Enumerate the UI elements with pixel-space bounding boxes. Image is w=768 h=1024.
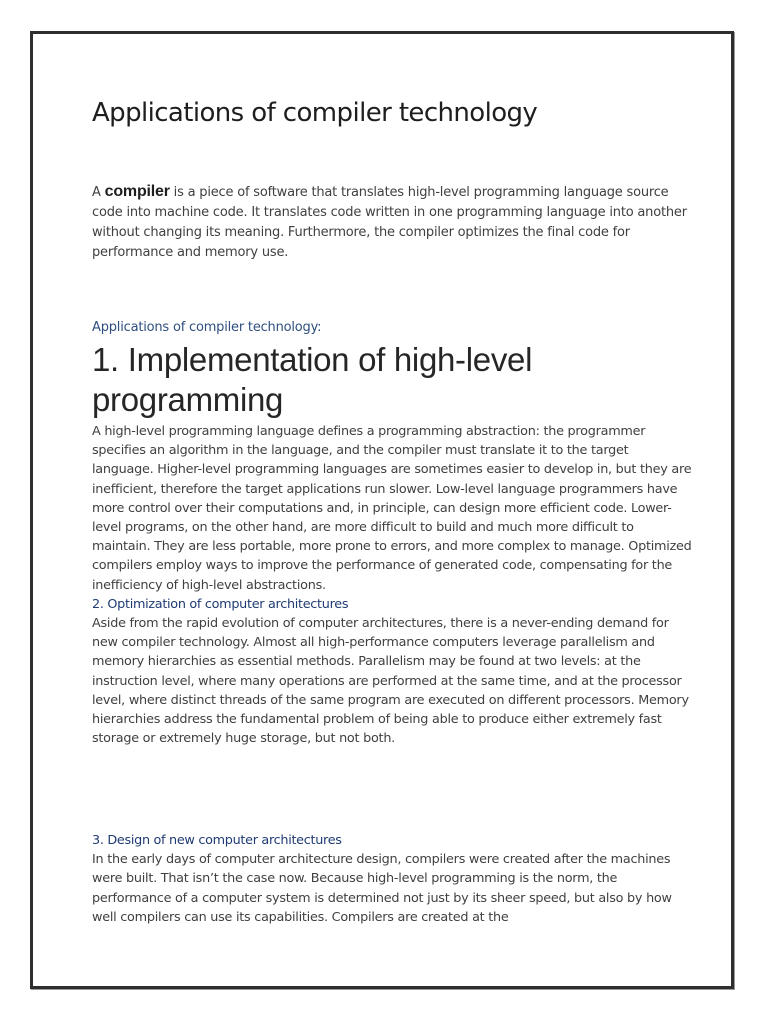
intro-keyword: compiler (104, 183, 170, 200)
section-label: Applications of compiler technology: (92, 320, 322, 335)
section-body-implementation: A high-level programming language defines a programming abstraction: the programmer specifies an algorithm in the language, and the compiler must translate it to the target language. Higher-level programming languages are sometimes easier to develop in, but they are inefficient, therefore the target applications run slower. Low-level language programmers have more control over their computations and, in principle, can design more efficient code. Lower-level programs, on the other hand, are more difficult to build and much more difficult to maintain. They are less portable, more prone to errors, and more complex to manage. Optimized compilers employ ways to improve the performance of generated code, compensating for the inefficiency of high-level abstractions. (92, 424, 692, 593)
document-page (30, 31, 734, 989)
document-title: Applications of compiler technology (92, 98, 538, 128)
intro-prefix: A (92, 185, 105, 200)
section-body-design: In the early days of computer architecture design, compilers were created after the machines were built. That isn’t the case now. Because high-level programming is the norm, the performance of a computer system is determined not just by its sheer speed, but also by how well compilers can use its capabilities. Compilers are created at the (92, 852, 672, 925)
section-heading-optimization: 2. Optimization of computer architectures (92, 596, 349, 612)
sections-block (92, 422, 692, 748)
intro-text: is a piece of software that translates high-level programming language source code into machine code. It translates code written in one programming language into another without changing its meaning. Furthermore, the compiler optimizes the final code for performance and memory use. (92, 185, 687, 260)
section-design-block (92, 831, 692, 927)
intro-paragraph (92, 182, 692, 263)
section-heading-implementation: 1. Implementation of high-level programming (92, 341, 533, 418)
section-body-optimization: Aside from the rapid evolution of computer architectures, there is a never-ending demand for new compiler technology. Almost all high-performance computers leverage parallelism and memory hierarchies as essential methods. Parallelism may be found at two levels: at the instruction level, where many operations are performed at the same time, and at the processor level, where distinct threads of the same program are executed on different processors. Memory hierarchies address the fundamental problem of being able to produce either extremely fast storage or extremely huge storage, but not both. (92, 616, 689, 747)
section-heading-design: 3. Design of new computer architectures (92, 833, 342, 848)
